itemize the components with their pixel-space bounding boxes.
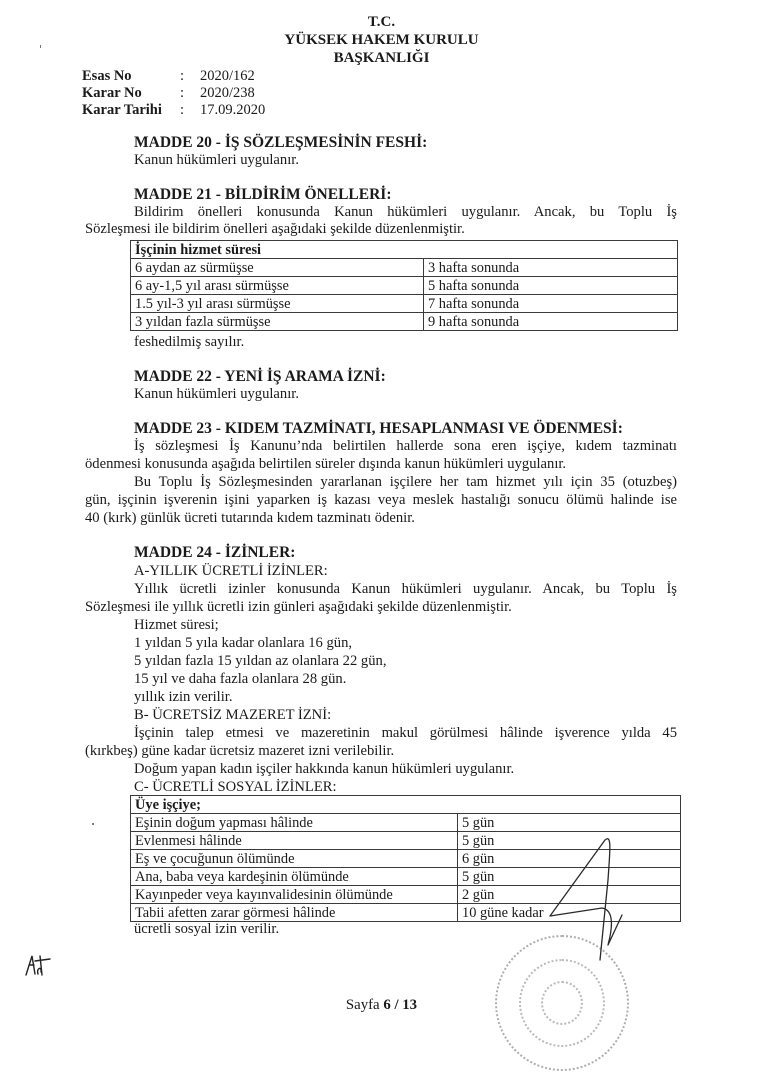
madde-21-title: MADDE 21 - BİLDİRİM ÖNELLERİ: — [134, 186, 392, 203]
madde-23-p2-line3: 40 (kırk) günlük ücreti tutarında kıdem tazminatı ödenir. — [85, 510, 415, 526]
service-duration-cell: 6 ay-1,5 yıl arası sürmüşse — [131, 277, 424, 295]
notice-period-table — [130, 240, 678, 331]
madde-24-a-after: yıllık izin verilir. — [134, 689, 233, 705]
page-current: 6 — [383, 997, 391, 1013]
leave-reason-cell: Eşinin doğum yapması hâlinde — [131, 814, 458, 832]
scan-speck — [92, 823, 94, 825]
annual-leave-item: 15 yıl ve daha fazla olanlara 28 gün. — [134, 671, 347, 687]
madde-20-title: MADDE 20 - İŞ SÖZLEŞMESİNİN FESHİ: — [134, 134, 428, 151]
madde-24-b-p1-line1: İşçinin talep etmesi ve mazeretinin makul görülmesi hâlinde işverence yılda 45 — [134, 725, 677, 741]
leave-reason-cell: Eş ve çocuğunun ölümünde — [131, 850, 458, 868]
service-duration-cell: 6 aydan az sürmüşse — [131, 259, 424, 277]
meta-value: 2020/162 — [200, 68, 255, 84]
madde-24-b-p1-line2: (kırkbeş) güne kadar ücretsiz mazeret izni verilebilir. — [85, 743, 395, 759]
madde-21-paragraph-line1: Bildirim önelleri konusunda Kanun hükümleri uygulanır. Ancak, bu Toplu İş — [134, 204, 677, 220]
madde-24-b-title: B- ÜCRETSİZ MAZERET İZNİ: — [134, 707, 332, 723]
header-presidency: BAŞKANLIĞI — [333, 50, 430, 66]
header-tc: T.C. — [367, 14, 396, 30]
meta-label: Karar No — [82, 85, 142, 101]
table-row — [131, 295, 678, 313]
leave-reason-cell: Evlenmesi hâlinde — [131, 832, 458, 850]
madde-20-body: Kanun hükümleri uygulanır. — [134, 152, 299, 168]
table-row — [131, 259, 678, 277]
madde-23-p2-line1: Bu Toplu İş Sözleşmesinden yararlanan işçilere her tam hizmet yılı için 35 (otuzbeş) — [134, 474, 677, 490]
madde-23-p1-line1: İş sözleşmesi İş Kanunu’nda belirtilen hallerde sona eren işçiye, kıdem tazminatı — [134, 438, 677, 454]
table-row — [131, 277, 678, 295]
madde-24-a-p1-line2: Sözleşmesi ile yıllık ücretli izin günleri aşağıdaki şekilde düzenlenmiştir. — [85, 599, 512, 615]
madde-24-title: MADDE 24 - İZİNLER: — [134, 544, 296, 561]
annual-leave-item: 1 yıldan 5 yıla kadar olanlara 16 gün, — [134, 635, 353, 651]
table-header: Üye işçiye; — [131, 796, 681, 814]
scan-speck — [40, 45, 41, 48]
leave-days-cell: 5 gün — [458, 832, 681, 850]
meta-esas-no — [82, 68, 255, 85]
meta-colon: : — [180, 102, 185, 118]
meta-value: 2020/238 — [200, 85, 255, 101]
madde-23-title: MADDE 23 - KIDEM TAZMİNATI, HESAPLANMASI VE ÖDENMESİ: — [134, 420, 623, 437]
initials-signature-icon — [22, 950, 54, 980]
madde-24-a-hizmet: Hizmet süresi; — [134, 617, 219, 633]
madde-21-paragraph-line2: Sözleşmesi ile bildirim önelleri aşağıdaki şekilde düzenlenmiştir. — [85, 221, 465, 237]
page-separator: / — [394, 997, 399, 1013]
madde-24-b-p2: Doğum yapan kadın işçiler hakkında kanun hükümleri uygulanır. — [134, 761, 515, 777]
madde-24-a-title: A-YILLIK ÜCRETLİ İZİNLER: — [134, 563, 328, 579]
service-duration-cell: 3 yıldan fazla sürmüşse — [131, 313, 424, 331]
leave-reason-cell: Ana, baba veya kardeşinin ölümünde — [131, 868, 458, 886]
leave-days-cell: 2 gün — [458, 886, 681, 904]
leave-reason-cell: Tabii afetten zarar görmesi hâlinde — [131, 904, 458, 922]
madde-24-a-p1-line1: Yıllık ücretli izinler konusunda Kanun hükümleri uygulanır. Ancak, bu Toplu İş — [134, 581, 677, 597]
meta-colon: : — [180, 68, 185, 84]
madde-24-c-after: ücretli sosyal izin verilir. — [134, 921, 280, 937]
table-row — [131, 313, 678, 331]
table-header-row — [131, 796, 681, 814]
leave-days-cell: 5 gün — [458, 868, 681, 886]
service-duration-cell: 1.5 yıl-3 yıl arası sürmüşse — [131, 295, 424, 313]
madde-22-title: MADDE 22 - YENİ İŞ ARAMA İZNİ: — [134, 368, 386, 385]
annual-leave-item: 5 yıldan fazla 15 yıldan az olanlara 22 gün, — [134, 653, 387, 669]
madde-24-c-title: C- ÜCRETLİ SOSYAL İZİNLER: — [134, 779, 337, 795]
notice-cell: 7 hafta sonunda — [424, 295, 678, 313]
meta-karar-no — [82, 85, 255, 102]
table-header: İşçinin hizmet süresi — [131, 241, 678, 259]
leave-days-cell: 6 gün — [458, 850, 681, 868]
table-header-row — [131, 241, 678, 259]
madde-22-body: Kanun hükümleri uygulanır. — [134, 386, 299, 402]
meta-colon: : — [180, 85, 185, 101]
leave-reason-cell: Kayınpeder veya kayınvalidesinin ölümünde — [131, 886, 458, 904]
meta-value: 17.09.2020 — [200, 102, 266, 118]
page-prefix: Sayfa — [345, 997, 380, 1013]
madde-23-p1-line2: ödenmesi konusunda aşağıda belirtilen süreler dışında kanun hükümleri uygulanır. — [85, 456, 567, 472]
meta-label: Karar Tarihi — [82, 102, 162, 118]
madde-23-p2-line2: gün, işçinin işverenin işini yaparken iş kazası veya meslek hastalığı sonucu ölümü halinde ise — [85, 492, 677, 508]
page-total: 13 — [402, 997, 418, 1013]
meta-label: Esas No — [82, 68, 132, 84]
notice-cell: 3 hafta sonunda — [424, 259, 678, 277]
notice-cell: 5 hafta sonunda — [424, 277, 678, 295]
leave-days-cell: 10 güne kadar — [458, 904, 681, 922]
meta-karar-tarihi — [82, 102, 265, 119]
header-institution: YÜKSEK HAKEM KURULU — [284, 32, 479, 48]
madde-21-after-text: feshedilmiş sayılır. — [134, 334, 245, 350]
signature-icon — [520, 820, 670, 970]
notice-cell: 9 hafta sonunda — [424, 313, 678, 331]
page-number — [0, 997, 763, 1014]
leave-days-cell: 5 gün — [458, 814, 681, 832]
